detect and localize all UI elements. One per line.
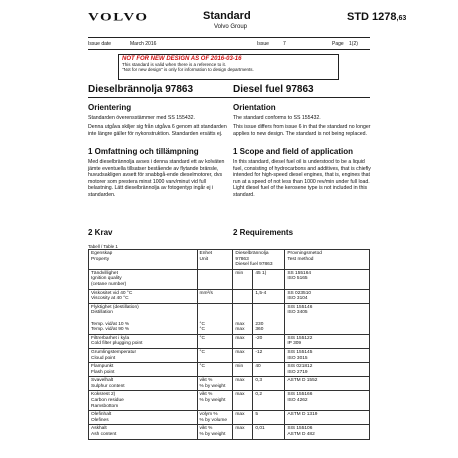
heading-requirements: 2 Requirements	[233, 228, 294, 237]
heading-orientering: Orientering	[88, 103, 132, 112]
header-rule-bottom	[88, 49, 370, 50]
table-row	[89, 348, 370, 362]
table-cell: 5	[253, 411, 285, 425]
table-cell: ASTM D 1552	[285, 377, 370, 391]
table-cell: 0,01	[253, 425, 285, 439]
table-cell: mm²/s	[197, 289, 233, 303]
header-unit: Enhet Unit	[197, 250, 233, 270]
table-cell	[233, 289, 253, 303]
table-cell: Olefinhalt Olefines	[89, 411, 198, 425]
notice-line-2: This standard is valid when there is a reference to it.	[122, 62, 227, 67]
requirements-table	[88, 249, 370, 440]
header-rule-top	[88, 37, 370, 38]
heading-scope: 1 Scope and field of application	[233, 147, 354, 156]
scope-sv: Med dieselbrännolja avses i denna standard ett av kolväten jämte eventuella tillsatser bestående av flytande bränsle, huvudsakligen avsett för snabbgå-ende dieselmotorer, dvs motorer som prestera minst 1000 varv/minut vid full belastning. Lätt dieselbrännolja av fotogentyp ingår ej i standarden.	[88, 159, 225, 198]
heading-orientation: Orientation	[233, 103, 276, 112]
table-cell: 45 1)	[253, 269, 285, 289]
header-fuel: Dieselbrännolja 97863 Diesel fuel 97863	[233, 250, 285, 270]
table-cell: vikt % % by weight	[197, 377, 233, 391]
table-cell: SIS 155166 ISO 4262	[285, 391, 370, 411]
table-cell: max	[233, 348, 253, 362]
table-cell: max	[233, 425, 253, 439]
standard-number: STD 1278,63	[347, 11, 407, 23]
table-row	[89, 363, 370, 377]
title-rule	[88, 97, 370, 98]
table-cell: 1,5-4	[253, 289, 285, 303]
table-cell: max max	[233, 303, 253, 334]
table-cell: Flyktighet (destillation) Distillation Temp. vid/at 10 % Temp. vid/at 90 %	[89, 303, 198, 334]
table-cell: SIS 155122 IP 309	[285, 334, 370, 348]
table-row	[89, 303, 370, 334]
table-cell: Flampunkt Flash point	[89, 363, 198, 377]
table-cell: min	[233, 269, 253, 289]
table-header-row	[89, 250, 370, 270]
orient-sv-2: Denna utgåva skiljer sig från utgåva 6 genom att standarden inte längre gäller för nykonstruktion. Standarden ersätts ej.	[88, 124, 227, 137]
organization: Volvo Group	[214, 24, 248, 30]
heading-omfattning: 1 Omfattning och tillämpning	[88, 147, 199, 156]
table-cell: SS 023510 ISO 3104	[285, 289, 370, 303]
table-cell: °C	[197, 363, 233, 377]
table-cell: Grumlingstemperatur Cloud point	[89, 348, 198, 362]
table-cell: °C	[197, 334, 233, 348]
volvo-logo: VOLVO	[88, 11, 149, 24]
table-cell: SS 155164 ISO 5165	[285, 269, 370, 289]
table-cell: Askhalt Ash content	[89, 425, 198, 439]
table-row	[89, 334, 370, 348]
issue-date: March 2016	[130, 41, 157, 47]
notice-line-3: "Not for new design" is only for information to design departments.	[122, 67, 254, 72]
title-english: Diesel fuel 97863	[233, 84, 314, 95]
table-cell: volym % % by volume	[197, 411, 233, 425]
table-cell: Svavelhalt Sulphur content	[89, 377, 198, 391]
table-cell: Filtrerbarhet i kyla Cold filter plugging point	[89, 334, 198, 348]
orient-sv-1: Standarden överensstämmer med SS 155432.	[88, 115, 195, 121]
table-cell: Tändvillighet Ignition quality (cetane number)	[89, 269, 198, 289]
table-row	[89, 411, 370, 425]
table-cell: SIS 155146 ISO 3405	[285, 303, 370, 334]
table-cell: Koksrest 2) Carbon residue Ramsbottom	[89, 391, 198, 411]
table-cell: 0,2	[253, 391, 285, 411]
table-cell: vikt % % by weight	[197, 391, 233, 411]
table-row	[89, 391, 370, 411]
title-swedish: Dieselbrännolja 97863	[88, 84, 194, 95]
table-cell: SIS 021812 ISO 2719	[285, 363, 370, 377]
table-cell	[197, 269, 233, 289]
page-number: 1(2)	[349, 41, 358, 47]
document-type: Standard	[203, 10, 251, 22]
notice-title: NOT FOR NEW DESIGN AS OF 2016-03-16	[122, 56, 242, 62]
table-cell: max	[233, 334, 253, 348]
table-cell: Viskositet vid 40 °C Viscosity at 40 °C	[89, 289, 198, 303]
table-caption: Tabell / Table 1	[88, 244, 118, 249]
table-cell: SIS 155145 ISO 3015	[285, 348, 370, 362]
table-cell: 0,3	[253, 377, 285, 391]
table-cell: max	[233, 391, 253, 411]
table-row	[89, 377, 370, 391]
orient-en-2: This issue differs from issue 6 in that the standard no longer applies to new design. The standard is not being replaced.	[233, 124, 371, 137]
issue-number: 7	[283, 41, 286, 47]
table-cell: ASTM D 1319	[285, 411, 370, 425]
table-cell: 40	[253, 363, 285, 377]
table-row	[89, 289, 370, 303]
table-row	[89, 269, 370, 289]
header-property: Egenskap Property	[89, 250, 198, 270]
table-cell: max	[233, 377, 253, 391]
scope-en: In this standard, diesel fuel oil is understood to be a liquid fuel, consisting of hydrocarbons and additives, that is chiefly intended for high-speed diesel engines, that is, engines that run at a speed of not less than 1000 rev/min under full load. Light diesel fuel of the kerosene type is not included in this standard.	[233, 159, 371, 198]
table-cell: °C °C	[197, 303, 233, 334]
orient-en-1: The standard conforms to SS 155432.	[233, 115, 321, 121]
page-label: Page	[332, 41, 344, 47]
issue-date-label: Issue date	[88, 41, 112, 47]
header-test-method: Provningsmetod Test method	[285, 250, 370, 270]
table-cell: -12	[253, 348, 285, 362]
table-cell: 230 360	[253, 303, 285, 334]
table-row	[89, 425, 370, 439]
table-cell: min	[233, 363, 253, 377]
heading-krav: 2 Krav	[88, 228, 113, 237]
table-cell: vikt % % by weight	[197, 425, 233, 439]
table-cell: SIS 155106 ASTM D 482	[285, 425, 370, 439]
table-cell: -20	[253, 334, 285, 348]
issue-label: Issue	[257, 41, 269, 47]
not-for-new-design-notice	[118, 54, 339, 80]
table-cell: °C	[197, 348, 233, 362]
table-cell: max	[233, 411, 253, 425]
